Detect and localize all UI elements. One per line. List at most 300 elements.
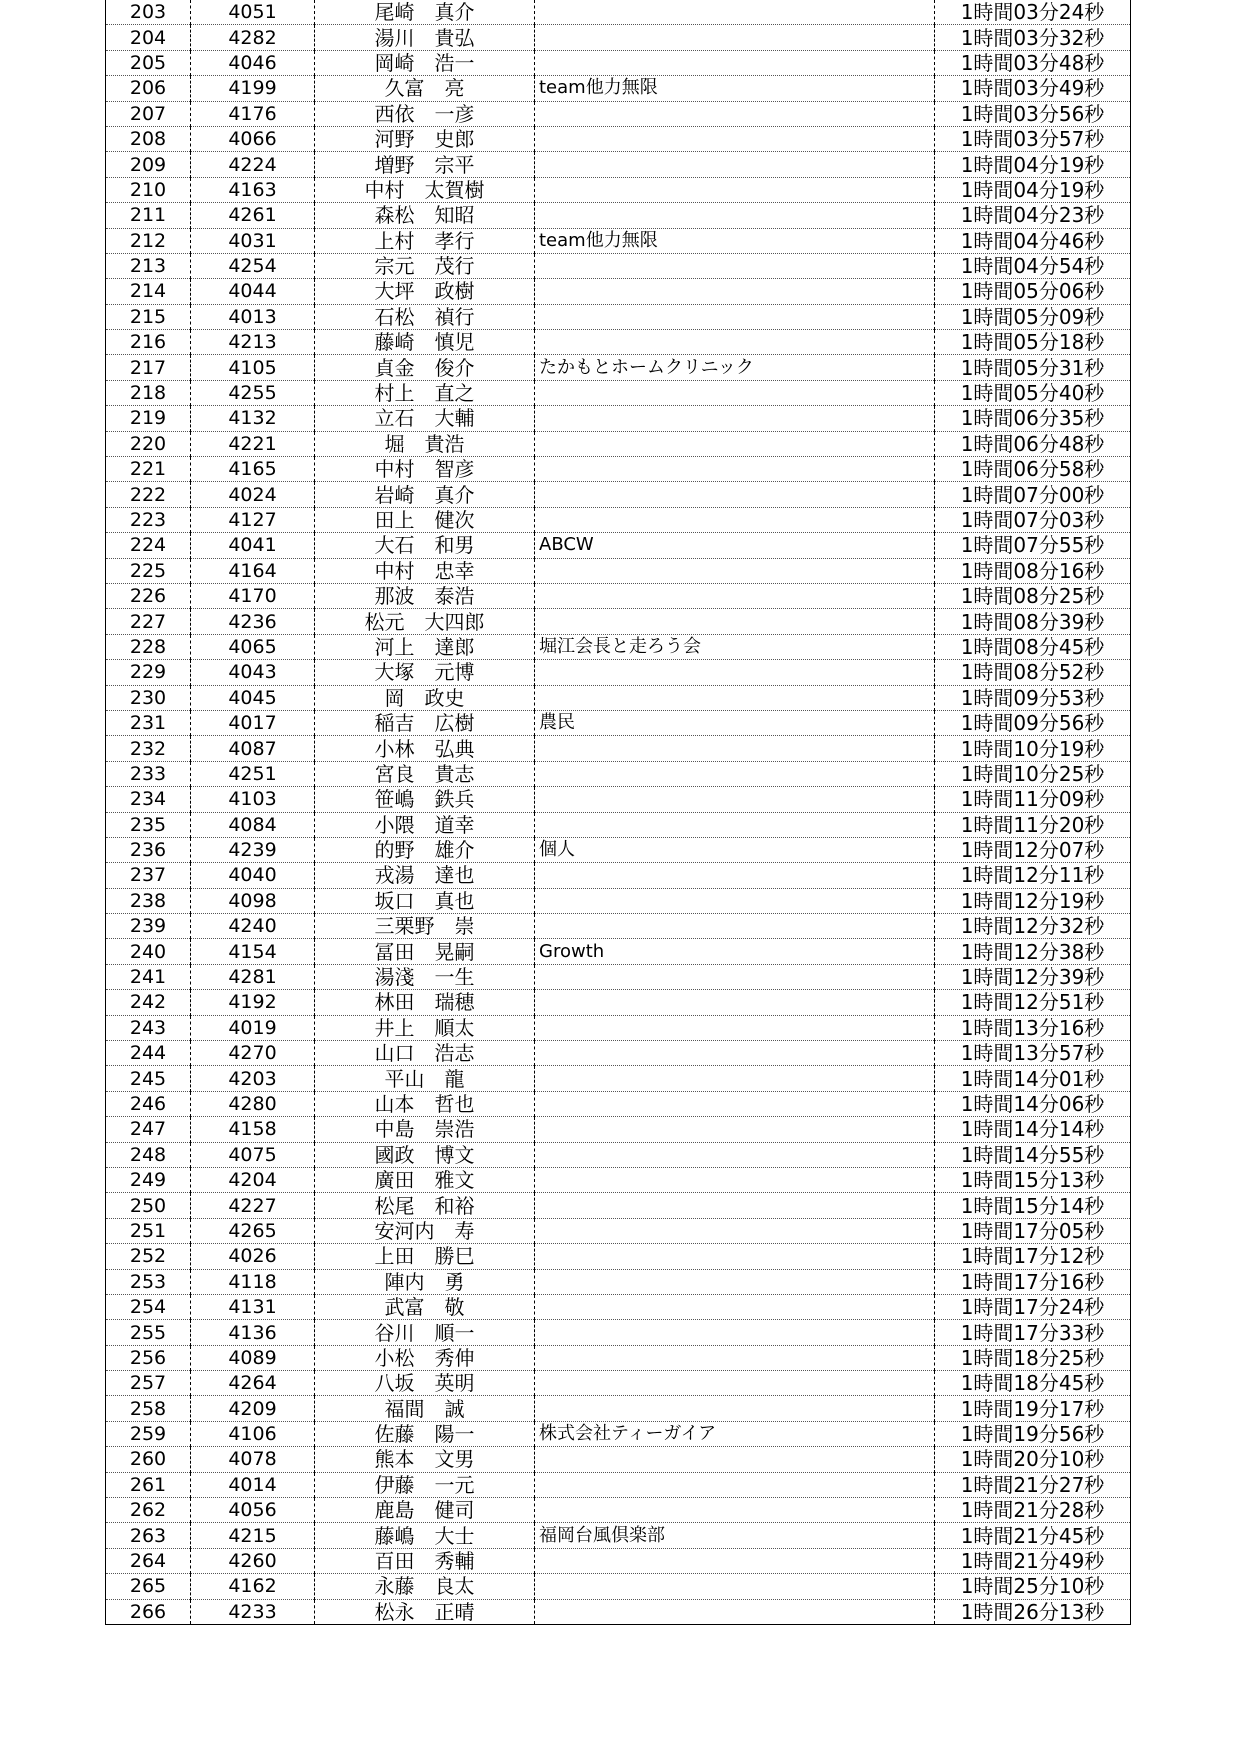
team-cell [535, 304, 935, 329]
rank-cell: 210 [106, 177, 191, 202]
runner-name-cell: 那波 泰浩 [315, 583, 535, 608]
bib-number-cell: 4192 [191, 990, 315, 1015]
table-row [106, 1167, 1131, 1192]
finish-time-cell: 1時間26分13秒 [935, 1599, 1131, 1624]
table-row [106, 1041, 1131, 1066]
table-row [106, 914, 1131, 939]
table-row [106, 660, 1131, 685]
team-cell [535, 406, 935, 431]
bib-number-cell: 4170 [191, 583, 315, 608]
finish-time-cell: 1時間07分55秒 [935, 533, 1131, 558]
finish-time-cell: 1時間03分49秒 [935, 76, 1131, 101]
runner-name-cell: 貞金 俊介 [315, 355, 535, 380]
table-row [106, 863, 1131, 888]
rank-cell: 215 [106, 304, 191, 329]
finish-time-cell: 1時間21分45秒 [935, 1523, 1131, 1548]
team-cell [535, 685, 935, 710]
finish-time-cell: 1時間17分24秒 [935, 1294, 1131, 1319]
team-cell: 個人 [535, 837, 935, 862]
finish-time-cell: 1時間10分19秒 [935, 736, 1131, 761]
bib-number-cell: 4040 [191, 863, 315, 888]
rank-cell: 265 [106, 1574, 191, 1599]
bib-number-cell: 4066 [191, 126, 315, 151]
table-row [106, 126, 1131, 151]
bib-number-cell: 4041 [191, 533, 315, 558]
runner-name-cell: 石松 禎行 [315, 304, 535, 329]
bib-number-cell: 4043 [191, 660, 315, 685]
rank-cell: 261 [106, 1472, 191, 1497]
bib-number-cell: 4087 [191, 736, 315, 761]
bib-number-cell: 4017 [191, 710, 315, 735]
bib-number-cell: 4045 [191, 685, 315, 710]
table-row [106, 406, 1131, 431]
bib-number-cell: 4075 [191, 1142, 315, 1167]
finish-time-cell: 1時間15分14秒 [935, 1193, 1131, 1218]
team-cell [535, 1447, 935, 1472]
team-cell [535, 482, 935, 507]
runner-name-cell: 湯淺 一生 [315, 964, 535, 989]
team-cell [535, 1371, 935, 1396]
rank-cell: 258 [106, 1396, 191, 1421]
rank-cell: 230 [106, 685, 191, 710]
rank-cell: 257 [106, 1371, 191, 1396]
table-row [106, 1574, 1131, 1599]
table-row [106, 177, 1131, 202]
finish-time-cell: 1時間12分07秒 [935, 837, 1131, 862]
rank-cell: 236 [106, 837, 191, 862]
bib-number-cell: 4255 [191, 380, 315, 405]
runner-name-cell: 藤崎 慎児 [315, 330, 535, 355]
bib-number-cell: 4084 [191, 812, 315, 837]
rank-cell: 228 [106, 634, 191, 659]
finish-time-cell: 1時間12分19秒 [935, 888, 1131, 913]
bib-number-cell: 4019 [191, 1015, 315, 1040]
table-row [106, 25, 1131, 50]
team-cell [535, 152, 935, 177]
finish-time-cell: 1時間10分25秒 [935, 761, 1131, 786]
runner-name-cell: 宮良 貴志 [315, 761, 535, 786]
team-cell [535, 253, 935, 278]
runner-name-cell: 村上 直之 [315, 380, 535, 405]
rank-cell: 247 [106, 1117, 191, 1142]
finish-time-cell: 1時間14分55秒 [935, 1142, 1131, 1167]
bib-number-cell: 4131 [191, 1294, 315, 1319]
team-cell [535, 863, 935, 888]
team-cell [535, 380, 935, 405]
table-row [106, 990, 1131, 1015]
runner-name-cell: 鹿島 健司 [315, 1498, 535, 1523]
rank-cell: 232 [106, 736, 191, 761]
team-cell [535, 660, 935, 685]
rank-cell: 246 [106, 1091, 191, 1116]
bib-number-cell: 4127 [191, 507, 315, 532]
team-cell [535, 1193, 935, 1218]
runner-name-cell: 山本 哲也 [315, 1091, 535, 1116]
runner-name-cell: 廣田 雅文 [315, 1167, 535, 1192]
rank-cell: 250 [106, 1193, 191, 1218]
table-row [106, 1447, 1131, 1472]
team-cell: team他力無限 [535, 228, 935, 253]
rank-cell: 248 [106, 1142, 191, 1167]
rank-cell: 233 [106, 761, 191, 786]
table-row [106, 761, 1131, 786]
runner-name-cell: 中村 智彦 [315, 457, 535, 482]
finish-time-cell: 1時間05分09秒 [935, 304, 1131, 329]
runner-name-cell: 久富 亮 [315, 76, 535, 101]
bib-number-cell: 4215 [191, 1523, 315, 1548]
finish-time-cell: 1時間08分39秒 [935, 609, 1131, 634]
team-cell: 福岡台風倶楽部 [535, 1523, 935, 1548]
rank-cell: 235 [106, 812, 191, 837]
table-row [106, 939, 1131, 964]
finish-time-cell: 1時間03分24秒 [935, 0, 1131, 25]
finish-time-cell: 1時間08分16秒 [935, 558, 1131, 583]
runner-name-cell: 武富 敬 [315, 1294, 535, 1319]
table-row [106, 304, 1131, 329]
bib-number-cell: 4154 [191, 939, 315, 964]
finish-time-cell: 1時間14分14秒 [935, 1117, 1131, 1142]
finish-time-cell: 1時間06分35秒 [935, 406, 1131, 431]
rank-cell: 263 [106, 1523, 191, 1548]
bib-number-cell: 4158 [191, 1117, 315, 1142]
team-cell [535, 431, 935, 456]
finish-time-cell: 1時間25分10秒 [935, 1574, 1131, 1599]
finish-time-cell: 1時間20分10秒 [935, 1447, 1131, 1472]
finish-time-cell: 1時間04分54秒 [935, 253, 1131, 278]
finish-time-cell: 1時間14分06秒 [935, 1091, 1131, 1116]
team-cell [535, 279, 935, 304]
team-cell [535, 1218, 935, 1243]
finish-time-cell: 1時間06分48秒 [935, 431, 1131, 456]
finish-time-cell: 1時間11分09秒 [935, 787, 1131, 812]
rank-cell: 227 [106, 609, 191, 634]
finish-time-cell: 1時間19分56秒 [935, 1421, 1131, 1446]
team-cell [535, 101, 935, 126]
runner-name-cell: 中村 忠幸 [315, 558, 535, 583]
team-cell [535, 736, 935, 761]
table-row [106, 253, 1131, 278]
bib-number-cell: 4014 [191, 1472, 315, 1497]
runner-name-cell: 稲吉 広樹 [315, 710, 535, 735]
finish-time-cell: 1時間05分06秒 [935, 279, 1131, 304]
finish-time-cell: 1時間03分48秒 [935, 50, 1131, 75]
bib-number-cell: 4105 [191, 355, 315, 380]
rank-cell: 244 [106, 1041, 191, 1066]
table-row [106, 812, 1131, 837]
rank-cell: 262 [106, 1498, 191, 1523]
runner-name-cell: 小隈 道幸 [315, 812, 535, 837]
table-row [106, 634, 1131, 659]
runner-name-cell: 伊藤 一元 [315, 1472, 535, 1497]
table-row [106, 1421, 1131, 1446]
finish-time-cell: 1時間21分27秒 [935, 1472, 1131, 1497]
bib-number-cell: 4089 [191, 1345, 315, 1370]
bib-number-cell: 4282 [191, 25, 315, 50]
finish-time-cell: 1時間18分25秒 [935, 1345, 1131, 1370]
runner-name-cell: 大石 和男 [315, 533, 535, 558]
runner-name-cell: 熊本 文男 [315, 1447, 535, 1472]
rank-cell: 219 [106, 406, 191, 431]
runner-name-cell: 西依 一彦 [315, 101, 535, 126]
team-cell [535, 1015, 935, 1040]
bib-number-cell: 4176 [191, 101, 315, 126]
bib-number-cell: 4165 [191, 457, 315, 482]
finish-time-cell: 1時間07分03秒 [935, 507, 1131, 532]
rank-cell: 212 [106, 228, 191, 253]
team-cell [535, 1574, 935, 1599]
table-row [106, 1345, 1131, 1370]
team-cell: team他力無限 [535, 76, 935, 101]
finish-time-cell: 1時間17分33秒 [935, 1320, 1131, 1345]
table-row [106, 609, 1131, 634]
bib-number-cell: 4026 [191, 1244, 315, 1269]
bib-number-cell: 4118 [191, 1269, 315, 1294]
rank-cell: 214 [106, 279, 191, 304]
rank-cell: 266 [106, 1599, 191, 1624]
runner-name-cell: 山口 浩志 [315, 1041, 535, 1066]
bib-number-cell: 4044 [191, 279, 315, 304]
rank-cell: 242 [106, 990, 191, 1015]
rank-cell: 223 [106, 507, 191, 532]
bib-number-cell: 4281 [191, 964, 315, 989]
finish-time-cell: 1時間09分53秒 [935, 685, 1131, 710]
table-row [106, 482, 1131, 507]
table-row [106, 507, 1131, 532]
table-row [106, 710, 1131, 735]
bib-number-cell: 4199 [191, 76, 315, 101]
table-row [106, 76, 1131, 101]
team-cell [535, 964, 935, 989]
results-table [105, 0, 1131, 1625]
rank-cell: 255 [106, 1320, 191, 1345]
team-cell [535, 177, 935, 202]
team-cell: 堀江会長と走ろう会 [535, 634, 935, 659]
team-cell: 農民 [535, 710, 935, 735]
rank-cell: 237 [106, 863, 191, 888]
rank-cell: 218 [106, 380, 191, 405]
bib-number-cell: 4270 [191, 1041, 315, 1066]
runner-name-cell: 中村 太賀樹 [315, 177, 535, 202]
bib-number-cell: 4078 [191, 1447, 315, 1472]
finish-time-cell: 1時間21分28秒 [935, 1498, 1131, 1523]
rank-cell: 254 [106, 1294, 191, 1319]
runner-name-cell: 福間 誠 [315, 1396, 535, 1421]
team-cell: 株式会社ティーガイア [535, 1421, 935, 1446]
rank-cell: 224 [106, 533, 191, 558]
rank-cell: 240 [106, 939, 191, 964]
finish-time-cell: 1時間12分11秒 [935, 863, 1131, 888]
rank-cell: 213 [106, 253, 191, 278]
runner-name-cell: 佐藤 陽一 [315, 1421, 535, 1446]
team-cell [535, 812, 935, 837]
table-row [106, 203, 1131, 228]
rank-cell: 243 [106, 1015, 191, 1040]
rank-cell: 234 [106, 787, 191, 812]
rank-cell: 252 [106, 1244, 191, 1269]
table-row [106, 533, 1131, 558]
table-row [106, 1320, 1131, 1345]
bib-number-cell: 4203 [191, 1066, 315, 1091]
finish-time-cell: 1時間17分16秒 [935, 1269, 1131, 1294]
bib-number-cell: 4163 [191, 177, 315, 202]
table-row [106, 380, 1131, 405]
rank-cell: 217 [106, 355, 191, 380]
runner-name-cell: 尾崎 真介 [315, 0, 535, 25]
finish-time-cell: 1時間05分31秒 [935, 355, 1131, 380]
team-cell [535, 1142, 935, 1167]
table-row [106, 558, 1131, 583]
runner-name-cell: 岡 政史 [315, 685, 535, 710]
finish-time-cell: 1時間11分20秒 [935, 812, 1131, 837]
finish-time-cell: 1時間13分57秒 [935, 1041, 1131, 1066]
runner-name-cell: 松元 大四郎 [315, 609, 535, 634]
finish-time-cell: 1時間07分00秒 [935, 482, 1131, 507]
team-cell [535, 914, 935, 939]
rank-cell: 231 [106, 710, 191, 735]
runner-name-cell: 戎湯 達也 [315, 863, 535, 888]
table-row [106, 457, 1131, 482]
runner-name-cell: 永藤 良太 [315, 1574, 535, 1599]
bib-number-cell: 4204 [191, 1167, 315, 1192]
table-row [106, 1244, 1131, 1269]
runner-name-cell: 陣内 勇 [315, 1269, 535, 1294]
rank-cell: 229 [106, 660, 191, 685]
table-row [106, 1548, 1131, 1573]
bib-number-cell: 4098 [191, 888, 315, 913]
table-row [106, 1371, 1131, 1396]
rank-cell: 203 [106, 0, 191, 25]
runner-name-cell: 井上 順太 [315, 1015, 535, 1040]
bib-number-cell: 4240 [191, 914, 315, 939]
team-cell [535, 457, 935, 482]
bib-number-cell: 4056 [191, 1498, 315, 1523]
runner-name-cell: 増野 宗平 [315, 152, 535, 177]
runner-name-cell: 小林 弘典 [315, 736, 535, 761]
runner-name-cell: 宗元 茂行 [315, 253, 535, 278]
rank-cell: 204 [106, 25, 191, 50]
runner-name-cell: 森松 知昭 [315, 203, 535, 228]
rank-cell: 220 [106, 431, 191, 456]
team-cell [535, 1345, 935, 1370]
team-cell [535, 0, 935, 25]
bib-number-cell: 4164 [191, 558, 315, 583]
rank-cell: 256 [106, 1345, 191, 1370]
bib-number-cell: 4024 [191, 482, 315, 507]
bib-number-cell: 4221 [191, 431, 315, 456]
rank-cell: 239 [106, 914, 191, 939]
finish-time-cell: 1時間12分39秒 [935, 964, 1131, 989]
runner-name-cell: 冨田 晃嗣 [315, 939, 535, 964]
bib-number-cell: 4265 [191, 1218, 315, 1243]
rank-cell: 225 [106, 558, 191, 583]
team-cell [535, 25, 935, 50]
bib-number-cell: 4051 [191, 0, 315, 25]
bib-number-cell: 4239 [191, 837, 315, 862]
team-cell [535, 1472, 935, 1497]
runner-name-cell: 大坪 政樹 [315, 279, 535, 304]
table-row [106, 1193, 1131, 1218]
team-cell [535, 1599, 935, 1624]
table-row [106, 0, 1131, 25]
team-cell [535, 583, 935, 608]
bib-number-cell: 4236 [191, 609, 315, 634]
table-row [106, 1396, 1131, 1421]
team-cell [535, 1091, 935, 1116]
finish-time-cell: 1時間17分12秒 [935, 1244, 1131, 1269]
runner-name-cell: 小松 秀伸 [315, 1345, 535, 1370]
finish-time-cell: 1時間19分17秒 [935, 1396, 1131, 1421]
runner-name-cell: 岡崎 浩一 [315, 50, 535, 75]
bib-number-cell: 4213 [191, 330, 315, 355]
bib-number-cell: 4260 [191, 1548, 315, 1573]
table-row [106, 787, 1131, 812]
team-cell [535, 761, 935, 786]
table-row [106, 1091, 1131, 1116]
rank-cell: 253 [106, 1269, 191, 1294]
bib-number-cell: 4224 [191, 152, 315, 177]
rank-cell: 208 [106, 126, 191, 151]
table-row [106, 101, 1131, 126]
finish-time-cell: 1時間08分45秒 [935, 634, 1131, 659]
table-row [106, 1599, 1131, 1624]
team-cell [535, 1548, 935, 1573]
team-cell [535, 1294, 935, 1319]
runner-name-cell: 田上 健次 [315, 507, 535, 532]
bib-number-cell: 4132 [191, 406, 315, 431]
runner-name-cell: 上田 勝巳 [315, 1244, 535, 1269]
team-cell [535, 50, 935, 75]
bib-number-cell: 4106 [191, 1421, 315, 1446]
runner-name-cell: 坂口 真也 [315, 888, 535, 913]
table-row [106, 736, 1131, 761]
finish-time-cell: 1時間08分25秒 [935, 583, 1131, 608]
table-row [106, 279, 1131, 304]
runner-name-cell: 湯川 貴弘 [315, 25, 535, 50]
runner-name-cell: 平山 龍 [315, 1066, 535, 1091]
team-cell [535, 1244, 935, 1269]
runner-name-cell: 藤嶋 大士 [315, 1523, 535, 1548]
bib-number-cell: 4013 [191, 304, 315, 329]
runner-name-cell: 松永 正晴 [315, 1599, 535, 1624]
bib-number-cell: 4209 [191, 1396, 315, 1421]
finish-time-cell: 1時間21分49秒 [935, 1548, 1131, 1573]
runner-name-cell: 三栗野 崇 [315, 914, 535, 939]
table-row [106, 1218, 1131, 1243]
runner-name-cell: 的野 雄介 [315, 837, 535, 862]
finish-time-cell: 1時間04分46秒 [935, 228, 1131, 253]
finish-time-cell: 1時間12分38秒 [935, 939, 1131, 964]
rank-cell: 264 [106, 1548, 191, 1573]
team-cell [535, 1320, 935, 1345]
runner-name-cell: 河野 史郎 [315, 126, 535, 151]
table-row [106, 1015, 1131, 1040]
team-cell [535, 1066, 935, 1091]
team-cell [535, 609, 935, 634]
runner-name-cell: 百田 秀輔 [315, 1548, 535, 1573]
table-row [106, 1269, 1131, 1294]
team-cell [535, 558, 935, 583]
rank-cell: 259 [106, 1421, 191, 1446]
bib-number-cell: 4031 [191, 228, 315, 253]
runner-name-cell: 笹嶋 鉄兵 [315, 787, 535, 812]
runner-name-cell: 河上 達郎 [315, 634, 535, 659]
rank-cell: 216 [106, 330, 191, 355]
rank-cell: 222 [106, 482, 191, 507]
bib-number-cell: 4103 [191, 787, 315, 812]
finish-time-cell: 1時間03分32秒 [935, 25, 1131, 50]
team-cell [535, 888, 935, 913]
team-cell [535, 507, 935, 532]
